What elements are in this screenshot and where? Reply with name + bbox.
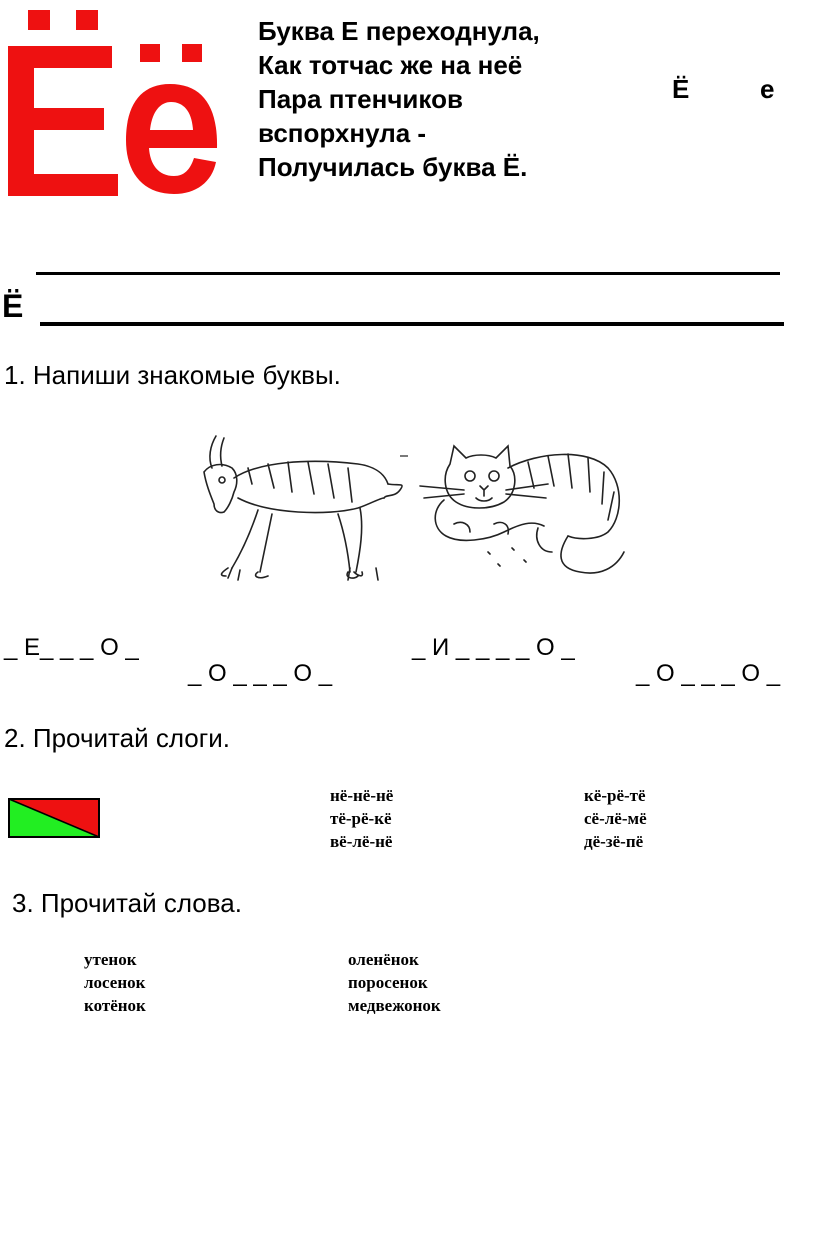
words-column [348,948,441,1017]
syllable-row: кё-рё-тё [584,786,646,805]
poem [258,14,540,184]
letter-pair-lower: е [760,74,775,104]
goat-and-cat-drawing [188,428,628,588]
syllable-row: сё-лё-мё [584,809,647,828]
fill-in-word: _ Е_ _ _ О _ [4,634,139,661]
syllable-row: вё-лё-нё [330,832,393,851]
word-row: поросенок [348,973,428,992]
syllable-row: дё-зё-пё [584,832,644,851]
syllables-column [330,784,393,853]
syllables-column [584,784,647,853]
task2-heading: 2. Прочитай слоги. [4,723,230,753]
syllable-row: нё-нё-нё [330,786,394,805]
letter-pair-upper: Ё [672,74,690,104]
poem-line: Буква Е переходнула, [258,16,540,46]
task3-heading: 3. Прочитай слова. [12,888,242,918]
task1-heading: 1. Напиши знакомые буквы. [4,360,341,390]
poem-line: Как тотчас же на неё [258,50,523,80]
word-row: лосенок [84,973,146,992]
task1-pictures [188,428,628,593]
writing-line [40,322,784,326]
poem-line: вспорхнула - [258,118,427,148]
word-row: котёнок [84,996,146,1015]
word-row: утенок [84,950,137,969]
word-row: медвежонок [348,996,441,1015]
big-letter-yo-upper [4,8,124,198]
poem-line: Получилась буква Ё. [258,152,528,182]
fill-in-word: _ О _ _ _ О _ [188,660,333,687]
words-column [84,948,146,1017]
word-row: оленёнок [348,950,419,969]
syllable-diagram [8,798,100,843]
syllable-row: тё-рё-кё [330,809,392,828]
fill-in-word: _ О _ _ _ О _ [636,660,781,687]
poem-line: Пара птенчиков [258,84,463,114]
fill-in-word: _ И _ _ _ _ О _ [412,634,575,661]
writing-row-letter: Ё [2,288,24,324]
writing-line [36,272,780,275]
big-letter-yo-lower [120,44,220,196]
